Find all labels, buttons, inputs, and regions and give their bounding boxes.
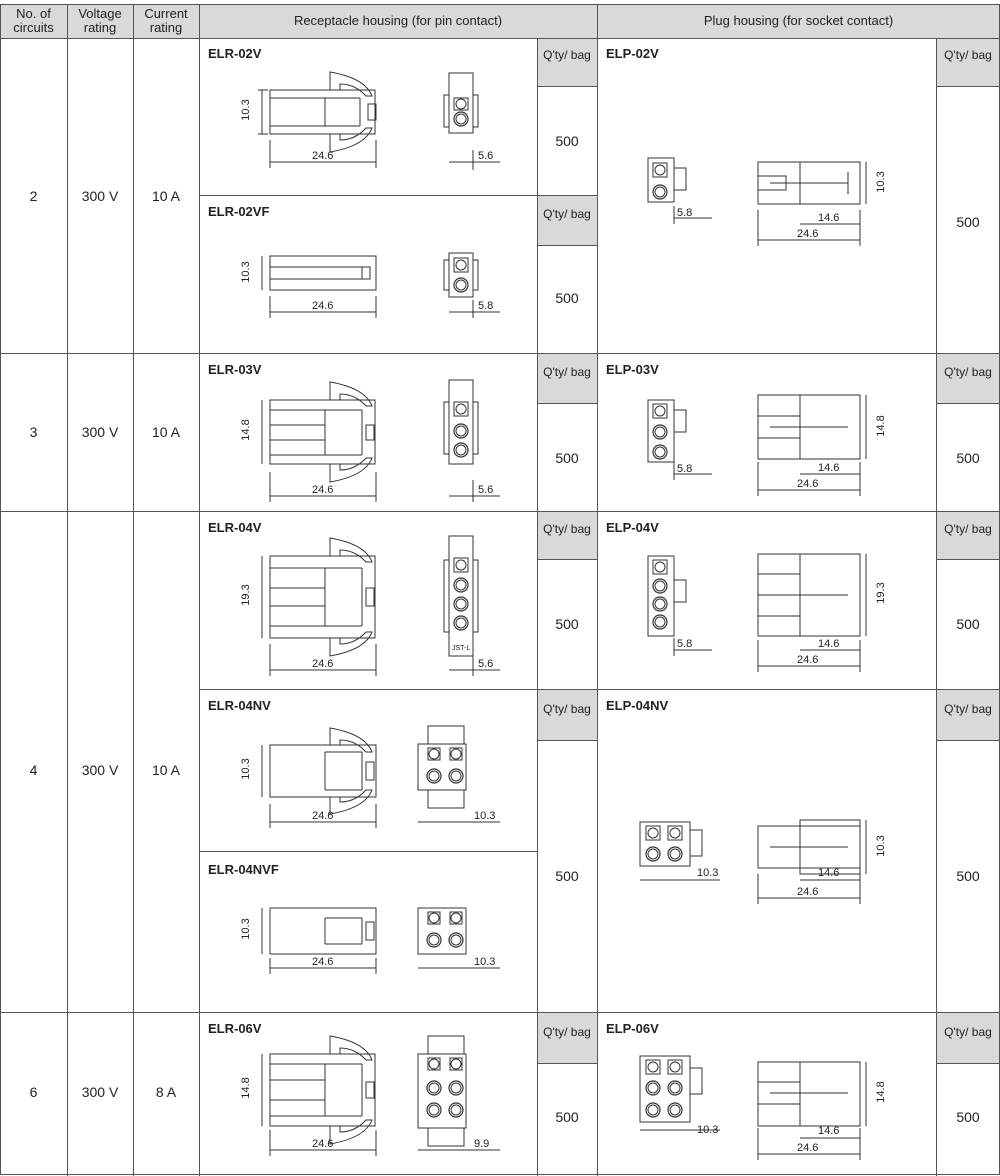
dim-height: 10.3 bbox=[240, 261, 252, 283]
header-plug: Plug housing (for socket contact) bbox=[703, 13, 894, 28]
qty-value: 500 bbox=[956, 868, 980, 884]
receptacle-model: ELR-02V bbox=[208, 46, 262, 61]
dim-length-inner: 14.6 bbox=[818, 638, 840, 650]
dim-width: 5.8 bbox=[677, 463, 693, 475]
row-circuits: 6 bbox=[29, 1084, 38, 1100]
row-circuits: 3 bbox=[29, 424, 38, 440]
receptacle-model: ELR-04V bbox=[208, 520, 262, 535]
qty-value: 500 bbox=[956, 214, 980, 230]
dim-length: 24.6 bbox=[312, 810, 334, 822]
plug-model: ELP-04V bbox=[606, 520, 659, 535]
qty-value: 500 bbox=[555, 868, 579, 884]
qty-label: Q'ty/ bag bbox=[543, 522, 591, 536]
receptacle-model: ELR-02VF bbox=[208, 204, 270, 219]
dim-length-inner: 14.6 bbox=[818, 1125, 840, 1137]
qty-label: Q'ty/ bag bbox=[944, 1025, 992, 1039]
dim-length: 24.6 bbox=[312, 484, 334, 496]
qty-value: 500 bbox=[555, 450, 579, 466]
elr-04v-side-drawing bbox=[262, 538, 376, 676]
qty-value: 500 bbox=[956, 450, 980, 466]
plug-model: ELP-04NV bbox=[606, 698, 669, 713]
dim-length: 24.6 bbox=[797, 1142, 819, 1154]
dim-width: 5.8 bbox=[677, 207, 693, 219]
header-voltage: Voltage rating bbox=[78, 6, 122, 35]
dim-height: 19.3 bbox=[875, 582, 887, 604]
receptacle-model: ELR-06V bbox=[208, 1021, 262, 1036]
qty-label: Q'ty/ bag bbox=[944, 702, 992, 716]
dim-height: 14.8 bbox=[875, 415, 887, 437]
row-circuits: 4 bbox=[29, 762, 38, 778]
dim-length: 24.6 bbox=[312, 956, 334, 968]
row-circuits: 2 bbox=[29, 188, 38, 204]
dim-width: 5.6 bbox=[478, 150, 494, 162]
qty-value: 500 bbox=[555, 616, 579, 632]
qty-label: Q'ty/ bag bbox=[944, 48, 992, 62]
dim-height: 10.3 bbox=[240, 758, 252, 780]
dim-height: 14.8 bbox=[240, 419, 252, 441]
dim-length: 24.6 bbox=[312, 1138, 334, 1150]
dim-width: 10.3 bbox=[697, 867, 719, 879]
header-receptacle: Receptacle housing (for pin contact) bbox=[293, 13, 503, 28]
elp-06v-front-drawing bbox=[640, 1056, 720, 1130]
dim-height: 10.3 bbox=[240, 99, 252, 121]
dim-length: 24.6 bbox=[797, 654, 819, 666]
dim-length: 24.6 bbox=[797, 478, 819, 490]
dim-width: 10.3 bbox=[697, 1124, 719, 1136]
dim-length: 24.6 bbox=[312, 658, 334, 670]
dim-width: 10.3 bbox=[474, 956, 496, 968]
dim-height: 10.3 bbox=[875, 171, 887, 193]
qty-value: 500 bbox=[956, 1109, 980, 1125]
dim-length: 24.6 bbox=[312, 150, 334, 162]
qty-label: Q'ty/ bag bbox=[543, 207, 591, 221]
dim-height: 19.3 bbox=[240, 584, 252, 606]
jst-mark: JST-L bbox=[452, 645, 471, 652]
qty-value: 500 bbox=[956, 616, 980, 632]
dim-width: 5.6 bbox=[478, 484, 494, 496]
qty-label: Q'ty/ bag bbox=[543, 702, 591, 716]
row-current: 10 A bbox=[151, 762, 181, 778]
dim-length-inner: 14.6 bbox=[818, 462, 840, 474]
dim-width: 9.9 bbox=[474, 1138, 490, 1150]
qty-label: Q'ty/ bag bbox=[543, 1025, 591, 1039]
qty-label: Q'ty/ bag bbox=[944, 522, 992, 536]
dim-height: 14.8 bbox=[875, 1081, 887, 1103]
row-current: 8 A bbox=[155, 1084, 177, 1100]
header-current: Current rating bbox=[144, 6, 188, 35]
dim-height: 14.8 bbox=[240, 1077, 252, 1099]
qty-value: 500 bbox=[555, 1109, 579, 1125]
qty-value: 500 bbox=[555, 290, 579, 306]
qty-label: Q'ty/ bag bbox=[543, 48, 591, 62]
row-voltage: 300 V bbox=[81, 1084, 119, 1100]
dim-length: 24.6 bbox=[797, 228, 819, 240]
receptacle-model: ELR-03V bbox=[208, 362, 262, 377]
elr-04v-front-drawing bbox=[444, 536, 500, 676]
dim-width: 5.8 bbox=[478, 300, 494, 312]
qty-value: 500 bbox=[555, 133, 579, 149]
dim-length-inner: 14.6 bbox=[818, 867, 840, 879]
receptacle-model: ELR-04NV bbox=[208, 698, 271, 713]
dim-width: 5.6 bbox=[478, 658, 494, 670]
row-voltage: 300 V bbox=[81, 188, 119, 204]
dim-width: 5.8 bbox=[677, 638, 693, 650]
receptacle-model: ELR-04NVF bbox=[208, 862, 279, 877]
elr-06v-front-drawing bbox=[418, 1036, 500, 1150]
row-voltage: 300 V bbox=[81, 424, 119, 440]
dim-length: 24.6 bbox=[312, 300, 334, 312]
dim-width: 10.3 bbox=[474, 810, 496, 822]
plug-model: ELP-02V bbox=[606, 46, 659, 61]
dim-height: 10.3 bbox=[240, 918, 252, 940]
dim-length: 24.6 bbox=[797, 886, 819, 898]
dim-height: 10.3 bbox=[875, 835, 887, 857]
row-current: 10 A bbox=[151, 424, 181, 440]
qty-label: Q'ty/ bag bbox=[944, 365, 992, 379]
row-current: 10 A bbox=[151, 188, 181, 204]
plug-model: ELP-06V bbox=[606, 1021, 659, 1036]
plug-model: ELP-03V bbox=[606, 362, 659, 377]
elr-04nv-front-drawing bbox=[418, 726, 500, 822]
row-voltage: 300 V bbox=[81, 762, 119, 778]
header-circuits: No. of circuits bbox=[13, 6, 54, 35]
qty-label: Q'ty/ bag bbox=[543, 365, 591, 379]
dim-length-inner: 14.6 bbox=[818, 212, 840, 224]
